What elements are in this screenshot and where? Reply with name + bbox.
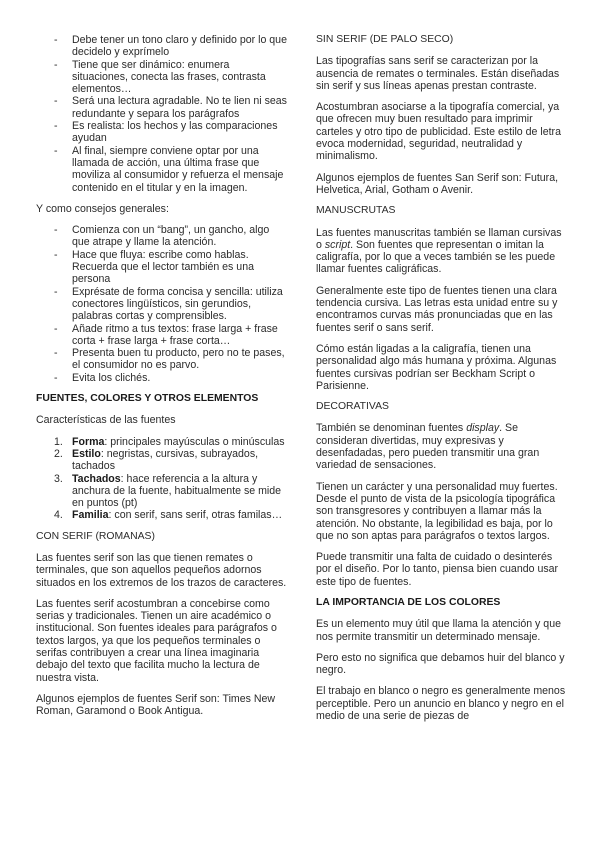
list-item: - Exprésate de forma concisa y sencilla: utiliza conectores lingüísticos, sin gerundios, palabras cortas y comprensibles.	[72, 286, 288, 323]
paragraph: Las tipografías sans serif se caracterizan por la ausencia de remates o terminales. Están diseñadas sin serif y sus líneas apenas prestan contraste.	[316, 55, 560, 92]
colors-section-heading: LA IMPORTANCIA DE LOS COLORES	[316, 596, 501, 608]
general-advice-list	[36, 224, 288, 384]
list-item: - Debe tener un tono claro y definido por lo que decidelo y exprímelo	[72, 34, 288, 59]
paragraph: Pero esto no significa que debamos huir del blanco y negro.	[316, 651, 565, 677]
paragraph: Las fuentes manuscritas también se llaman cursivas o script. Son fuentes que representan o imitan la caligrafía, por lo que a veces también se les puede llamar fuentes caligráficas.	[316, 226, 562, 276]
tone-tips-list	[36, 34, 288, 194]
paragraph: Cómo están ligadas a la caligrafía, tienen una personalidad algo más humana y próxima. Algunas fuentes cursivas podrían ser Beckham Script o Parisienne.	[316, 342, 557, 392]
list-item: - Será una lectura agradable. No te lien ni seas redundante y separa los parágrafos	[72, 95, 288, 120]
paragraph: También se denominan fuentes display. Se consideran divertidas, muy expresivas y desenfadadas, pero pueden transmitir una gran variedad de sensaciones.	[316, 422, 540, 472]
list-item: 3. Tachados: hace referencia a la altura y anchura de la fuente, habitualmente se mide en puntos (pt)	[54, 472, 282, 510]
list-item: - Tiene que ser dinámico: enumera situaciones, conecta las frases, contrasta elementos…	[72, 59, 288, 96]
list-item: - Hace que fluya: escribe como hablas. Recuerda que el lector también es una persona	[72, 249, 288, 286]
paragraph: Generalmente este tipo de fuentes tienen una clara tendencia cursiva. Las letras esta unidad entre su y encontramos curvas más pronunciadas que en las fuentes serif o sans serif.	[316, 284, 558, 334]
list-item: 1. Forma: principales mayúsculas o minúsculas	[54, 435, 285, 448]
left-column	[36, 34, 288, 727]
list-item: - Comienza con un “bang”, un gancho, algo que atrape y llame la atención.	[72, 224, 288, 249]
paragraph: Tienen un carácter y una personalidad muy fuertes. Desde el punto de vista de la psicología tipográfica son transgresores y contribuyen a llamar más la atención. No obstante, la legibilidad es baja, por lo que no son aptas para parágrafos o textos largos.	[316, 480, 558, 542]
list-item: 4. Familia: con serif, sans serif, otras familas…	[54, 509, 283, 522]
font-characteristics-list	[36, 436, 288, 522]
list-item: - Evita los clichés.	[72, 372, 288, 384]
list-item: - Es realista: los hechos y las comparaciones ayudan	[72, 120, 288, 145]
list-item: 2. Estilo: negristas, cursivas, subrayados, tachados	[54, 447, 259, 473]
characteristics-intro: Características de las fuentes	[36, 414, 176, 427]
paragraph: Puede transmitir una falta de cuidado o desinterés por el diseño. Por lo tanto, piensa bien cuando usar este tipo de fuentes.	[316, 551, 559, 588]
decorative-subheading: DECORATIVAS	[316, 401, 389, 413]
paragraph: Algunos ejemplos de fuentes Serif son: Times New Roman, Garamond o Book Antigua.	[36, 692, 276, 718]
sans-serif-subheading: SIN SERIF (DE PALO SECO)	[316, 34, 454, 45]
paragraph: Algunos ejemplos de fuentes San Serif son: Futura, Helvetica, Arial, Gotham o Avenir.	[316, 171, 559, 196]
fonts-section-heading: FUENTES, COLORES Y OTROS ELEMENTOS	[36, 393, 259, 405]
general-advice-intro: Y como consejos generales:	[36, 202, 169, 215]
paragraph: Es un elemento muy útil que llama la atención y que nos permite transmitir un determinado mensaje.	[316, 618, 561, 643]
serif-subheading: CON SERIF (ROMANAS)	[36, 530, 155, 542]
script-subheading: MANUSCRUTAS	[316, 205, 396, 217]
paragraph: Las fuentes serif acostumbran a concebirse como serias y tradicionales. Tienen un aire académico o institucional. Son fuentes ideales para parágrafos o textos largos, ya que los pequeños terminales o serifas contribuyen a crear una línea imaginaria debajo del texto que facilita mucho la lectura de nuestra vista.	[36, 597, 277, 684]
paragraph: El trabajo en blanco o negro es generalmente menos perceptible. Pero un anuncio en blanco y negro en el medio de una serie de piezas de	[316, 685, 566, 723]
list-item: - Al final, siempre conviene optar por una llamada de acción, una última frase que moviliza al consumidor y refuerza el mensaje contenido en el titular y en la imagen.	[72, 145, 288, 194]
list-item: - Presenta buen tu producto, pero no te pases, el consumidor no es parvo.	[72, 347, 288, 372]
right-column	[316, 34, 566, 731]
paragraph: Acostumbran asociarse a la tipografía comercial, ya que ofrecen muy buen resultado para imprimir carteles y otro tipo de publicidad. Este estilo de letra evoca modernidad, seguridad, neutralidad y minimalismo.	[316, 101, 561, 163]
list-item: - Añade ritmo a tus textos: frase larga + frase corta + frase larga + frase corta…	[72, 323, 288, 348]
paragraph: Las fuentes serif son las que tienen remates o terminales, que son aquellos pequeños adornos situados en los extremos de los trazos de caracteres.	[36, 551, 287, 589]
